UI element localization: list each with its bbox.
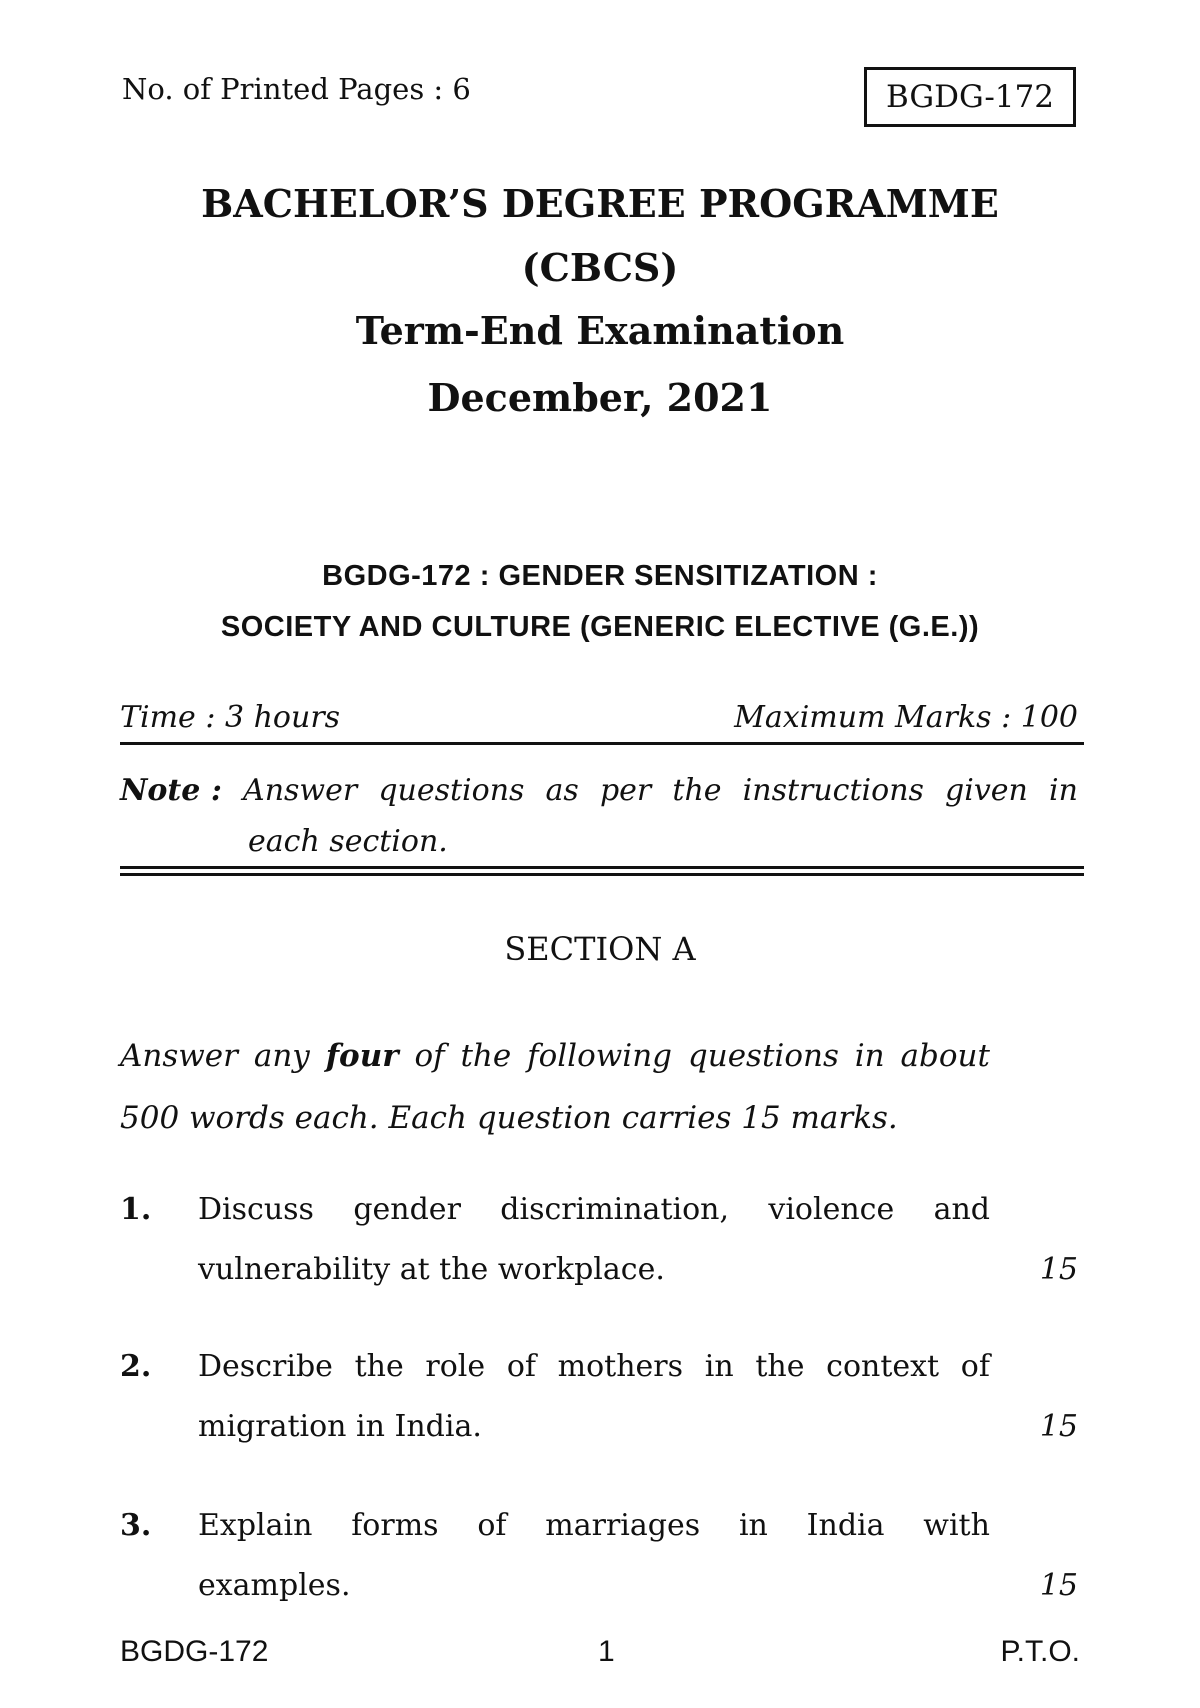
instruction-emphasis: four (325, 1038, 399, 1074)
instruction-word: Answer (120, 1038, 238, 1074)
question-word: in (738, 1508, 768, 1543)
section-heading: SECTION A (504, 930, 696, 968)
question-word: the (755, 1349, 805, 1384)
question-word: of (477, 1508, 507, 1543)
question-word: forms (351, 1508, 439, 1543)
exam-info-row (120, 700, 1078, 735)
question-word: gender (353, 1192, 461, 1227)
exam-title: Term-End Examination (355, 308, 845, 353)
question-word: context (826, 1349, 940, 1384)
question-text-line1 (198, 1180, 990, 1240)
printed-pages-count: No. of Printed Pages : 6 (122, 72, 471, 106)
divider-rule (120, 742, 1084, 745)
course-title-line2: SOCIETY AND CULTURE (GENERIC ELECTIVE (G.E.)) (220, 611, 980, 643)
question-number: 3. (120, 1508, 152, 1543)
course-code-box: BGDG-172 (864, 67, 1076, 127)
question-marks: 15 (1039, 1409, 1078, 1444)
note-word: as (545, 773, 579, 808)
double-rule-top (120, 866, 1084, 869)
question-word: marriages (545, 1508, 701, 1543)
question-word: in (704, 1349, 734, 1384)
question-word: the (354, 1349, 404, 1384)
instruction-word: about (900, 1038, 990, 1074)
note-word: per (599, 773, 652, 808)
instruction-word: questions (687, 1038, 839, 1074)
question-word: of (506, 1349, 536, 1384)
question-number: 2. (120, 1349, 152, 1384)
question-marks: 15 (1039, 1252, 1078, 1287)
question-text-line2: migration in India. (198, 1409, 482, 1444)
instructions-line1 (120, 1025, 990, 1087)
exam-max-marks: Maximum Marks : 100 (734, 700, 1078, 735)
question-word: role (425, 1349, 486, 1384)
note-word: Answer (243, 773, 358, 808)
section-instructions (120, 1025, 990, 1149)
question-word: discrimination, (500, 1192, 730, 1227)
footer-pto: P.T.O. (1000, 1635, 1080, 1668)
question-word: Discuss (198, 1192, 314, 1227)
question-text-line2: vulnerability at the workplace. (198, 1252, 665, 1287)
instruction-word: the (460, 1038, 512, 1074)
footer-page-number: 1 (598, 1635, 615, 1668)
question-word: mothers (557, 1349, 684, 1384)
instruction-word: in (854, 1038, 885, 1074)
question-text-line1 (198, 1496, 990, 1556)
exam-date: December, 2021 (427, 375, 773, 420)
instruction-word: following (527, 1038, 673, 1074)
instructions-line2: 500 words each. Each question carries 15 marks. (120, 1100, 898, 1136)
note-line1 (120, 765, 1078, 816)
question-text-line2: examples. (198, 1568, 351, 1603)
question-word: violence (768, 1192, 895, 1227)
question-word: with (923, 1508, 990, 1543)
note-block (120, 765, 1078, 867)
note-line2: each section. (248, 824, 448, 859)
scheme-title: (CBCS) (521, 245, 679, 290)
question-word: Describe (198, 1349, 333, 1384)
question-marks: 15 (1039, 1568, 1078, 1603)
instruction-word: of (414, 1038, 445, 1074)
instruction-word: any (253, 1038, 310, 1074)
note-label: Note : (120, 773, 222, 808)
double-rule-bottom (120, 873, 1084, 876)
question-word: of (960, 1349, 990, 1384)
programme-title: BACHELOR’S DEGREE PROGRAMME (201, 181, 999, 226)
question-number: 1. (120, 1192, 152, 1227)
note-word: given (945, 773, 1028, 808)
question-text-line1 (198, 1337, 990, 1397)
exam-time: Time : 3 hours (120, 700, 341, 735)
note-word: questions (378, 773, 525, 808)
question-word: Explain (198, 1508, 313, 1543)
note-word: the (672, 773, 722, 808)
question-word: India (806, 1508, 885, 1543)
question-word: and (933, 1192, 990, 1227)
note-word: instructions (742, 773, 924, 808)
course-title-line1: BGDG-172 : GENDER SENSITIZATION : (322, 560, 878, 592)
note-word: in (1049, 773, 1078, 808)
footer-course-code: BGDG-172 (120, 1635, 269, 1668)
